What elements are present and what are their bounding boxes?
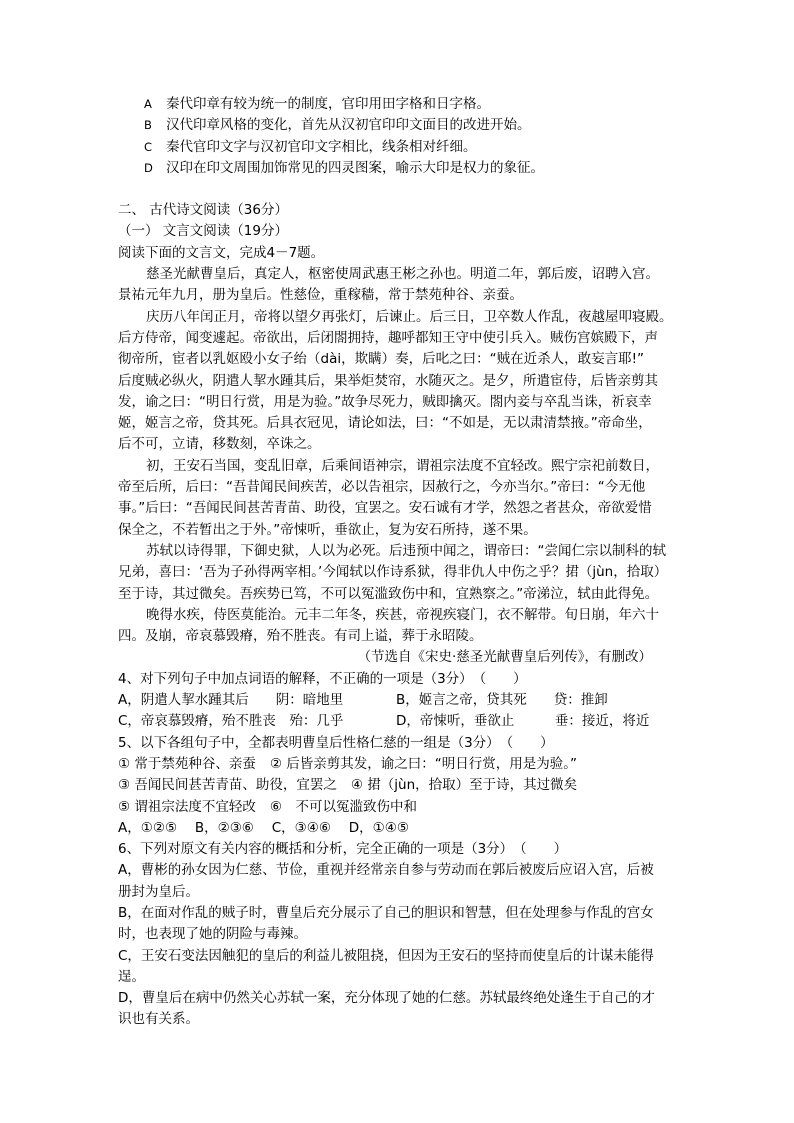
question-4-option-d: D，帝悚听，垂欲止 垂：接近，将近	[396, 713, 650, 730]
question-5-items-row	[118, 775, 688, 796]
passage-line: 慈圣光献曹皇后，真定人，枢密使周武惠王彬之孙也。明道二年，郭后废，诏聘入宫。	[146, 266, 659, 283]
prev-option-b: B 汉代印章风格的变化，首先从汉初官印印文面目的改进开始。	[144, 117, 531, 134]
passage-source: （节选自《宋史·慈圣光献曹皇后列传》，有删改）	[357, 649, 652, 666]
prev-option-a: A 秦代印章有较为统一的制度，官印用田字格和日字格。	[144, 96, 490, 112]
question-5-item-5: ⑤ 谓祖宗法度不宜轻改	[118, 798, 256, 815]
question-4-options-row	[118, 711, 688, 732]
passage-line: 后度贼必纵火，阴遣人挈水踵其后，果举炬焚帘，水随灭之。是夕，所遣宦侍，后皆亲剪其	[118, 372, 658, 389]
question-5-options: A，①②⑤ B，②③⑥ C，③④⑥ D，①④⑤	[118, 819, 409, 836]
question-6-option-line: D，曹皇后在病中仍然关心苏轼一案，充分体现了她的仁慈。苏轼最终绝处逢生于自己的才	[118, 990, 655, 1007]
question-4-stem: 4、对下列句子中加点词语的解释，不正确的一项是（3分） （ ）	[118, 670, 527, 687]
question-4-options-row	[118, 690, 688, 711]
passage-line: 庆历八年闰正月，帝将以望夕再张灯，后谏止。后三日，卫卒数人作乱，夜越屋叩寝殿。	[146, 308, 673, 325]
question-6-option-line: 识也有关系。	[118, 1011, 199, 1028]
question-6-option-line: B，在面对作乱的贼子时，曹皇后充分展示了自己的胆识和智慧，但在处理参与作乱的宫女	[118, 904, 654, 921]
passage-line: 保全之，不若暂出之于外。”帝悚听，垂欲止，复为安石所持，遂不果。	[118, 521, 537, 538]
passage-line: 发，谕之曰：“明日行赏，用是为验。”故争尽死力，贼即擒灭。閤内妾与卒乱当诛，祈哀幸	[118, 393, 652, 410]
passage-line: 后方侍帝，闻变遽起。帝欲出，后闭閤拥持，趣呼都知王守中使引兵入。贼伤宫嫔殿下，声	[118, 329, 658, 346]
section-heading: 二、 古代诗文阅读（36分）	[118, 202, 288, 219]
passage-line: 事。”后曰：“吾闻民间甚苦青苗、助役，宜罢之。安石诚有才学，然怨之者甚众，帝欲爱惜	[118, 500, 652, 517]
question-5-stem: 5、以下各组句子中，全都表明曹皇后性格仁慈的一组是（3分） （ ）	[118, 734, 554, 751]
passage-line: 晚得水疾，侍医莫能治。元丰二年冬，疾甚，帝视疾寝门，衣不解带。旬日崩，年六十	[146, 606, 659, 623]
passage-line: 景祐元年九月，册为皇后。性慈俭，重稼穑，常于禁苑种谷、亲蚕。	[118, 287, 523, 304]
passage-line: 初，王安石当国，变乱旧章，后乘间语神宗，谓祖宗法度不宜轻改。熙宁宗祀前数日，	[146, 457, 659, 474]
passage-line: 彻帝所，宦者以乳妪殴小女子绐（dài，欺瞒）奏，后叱之曰：“贼在近杀人，敢妄言耶!”	[118, 351, 644, 368]
question-4-option-c: C，帝哀慕毁瘠，殆不胜丧 殆：几乎	[118, 713, 344, 730]
question-5-item-6: ⑥ 不可以冤滥致伤中和	[269, 798, 418, 815]
passage-line: 苏轼以诗得罪，下御史狱，人以为必死。后违预中闻之，谓帝曰：“尝闻仁宗以制科的轼	[146, 542, 666, 559]
question-6-option-line: 册封为皇后。	[118, 883, 199, 900]
question-5-item-3: ③ 吾闻民间甚苦青苗、助役，宜罢之	[118, 777, 337, 794]
question-6-option-line: A，曹彬的孙女因为仁慈、节俭，重视并经常亲自参与劳动而在郭后被废后应诏入宫，后被	[118, 862, 654, 879]
passage-line: 四。及崩，帝哀慕毁瘠，殆不胜丧。有司上谥，葬于永昭陵。	[118, 628, 483, 645]
question-4-option-a: A，阴遣人挈水踵其后 阴：暗地里	[118, 692, 344, 709]
question-6-option-line: 逞。	[118, 968, 145, 985]
question-5-items-row	[118, 797, 688, 818]
passage-line: 至于诗，其过微矣。吾疾势已笃，不可以冤滥致伤中和，宜熟察之。”帝涕泣，轼由此得免。	[118, 585, 659, 602]
question-5-item-1: ① 常于禁苑种谷、亲蚕	[118, 755, 256, 772]
question-4-option-b: B，姬言之帝，贷其死 贷：推卸	[396, 692, 608, 709]
passage-line: 后不可，立请，移数刻，卒诛之。	[118, 436, 321, 453]
section-instruction: 阅读下面的文言文，完成4－7题。	[118, 244, 325, 261]
passage-line: 姬，姬言之帝，贷其死。后具衣冠见，请论如法，曰：“不如是，无以肃清禁掖。”帝命坐，	[118, 415, 652, 432]
section-subheading: （一） 文言文阅读（19分）	[118, 223, 288, 240]
question-6-stem: 6、下列对原文有关内容的概括和分析，完全正确的一项是（3分） （ ）	[118, 841, 568, 858]
question-6-option-line: C，王安石变法因触犯的皇后的利益儿被阻挠，但因为王安石的坚持而使皇后的计谋未能得	[118, 947, 654, 964]
question-5-item-2: ② 后皆亲剪其发，谕之曰：“明日行赏，用是为验。”	[269, 755, 578, 772]
prev-option-d: D 汉印在印文周围加饰常见的四灵图案，喻示大印是权力的象征。	[144, 159, 544, 176]
question-5-item-4: ④ 捃（jùn，拾取）至于诗，其过微矣	[350, 777, 578, 794]
page-content	[118, 94, 688, 1031]
question-5-items-row	[118, 754, 688, 775]
passage-line: 兄弟，喜曰：‘吾为子孙得两宰相。’今闻轼以作诗系狱，得非仇人中伤之乎？捃（jùn，拾取）	[118, 564, 668, 581]
passage-line: 帝至后所，后曰：“吾昔闻民间疾苦，必以告祖宗，因赦行之，今亦当尔。”帝曰：“今无他	[118, 479, 646, 496]
prev-option-c: C 秦代官印文字与汉初官印文字相比，线条相对纤细。	[144, 138, 477, 155]
question-6-option-line: 时，也表现了她的阴险与毒辣。	[118, 926, 307, 943]
